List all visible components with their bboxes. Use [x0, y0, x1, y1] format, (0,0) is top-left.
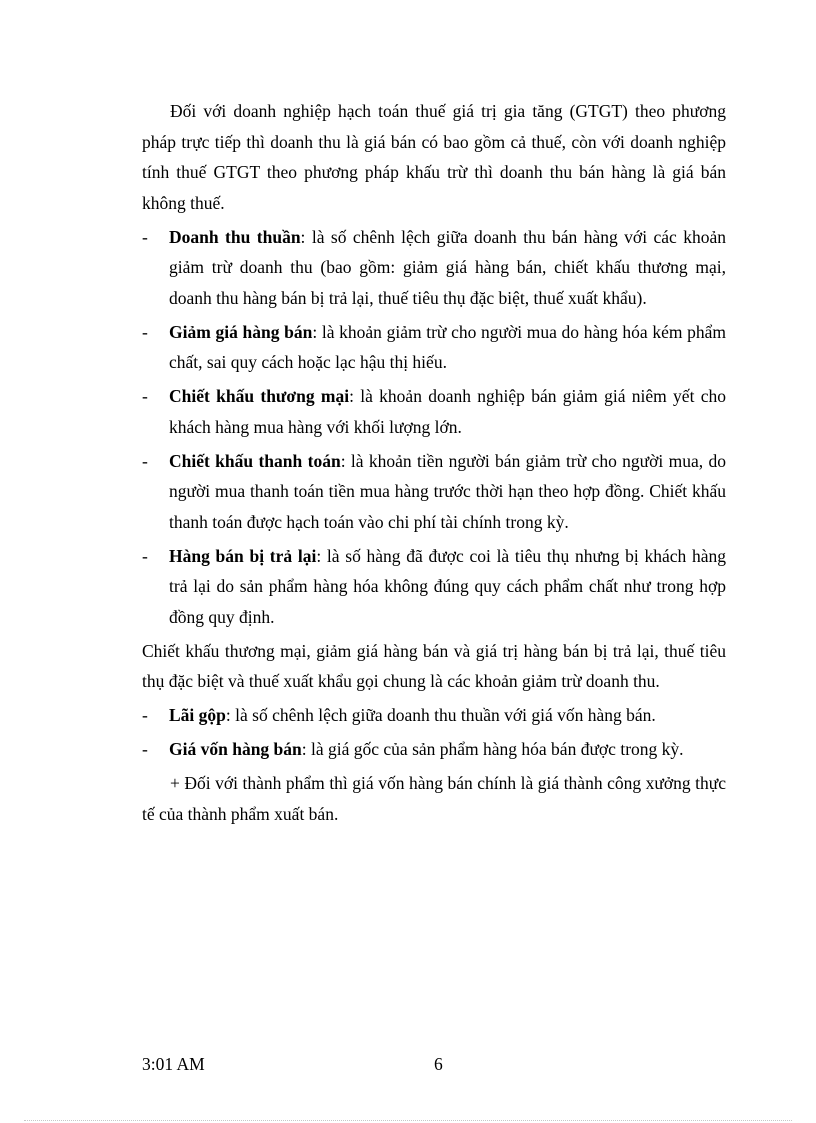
page-content — [142, 96, 726, 829]
bullet-chiet-khau-thanh-toan — [142, 446, 726, 538]
summary-paragraph: Chiết khấu thương mại, giảm giá hàng bán và giá trị hàng bán bị trả lại, thuế tiêu thụ đặc biệt và thuế xuất khẩu gọi chung là các khoản giảm trừ doanh thu. — [142, 640, 726, 691]
bullet-dash: - — [142, 226, 148, 247]
bullet-dash: - — [142, 386, 148, 406]
bullet-description: : là khoản doanh nghiệp bán giảm giá niêm yết cho khách hàng mua hàng với khối lượng lớn. — [169, 386, 726, 437]
bullet-chiet-khau-thuong-mai — [142, 381, 726, 442]
bullet-dash: - — [142, 545, 148, 566]
bullet-description: : là giá gốc của sản phẩm hàng hóa bán được trong kỳ. — [301, 739, 684, 759]
bullet-term: Doanh thu thuần — [169, 226, 301, 247]
bullet-term: Chiết khấu thanh toán — [169, 450, 341, 471]
bullet-lai-gop — [142, 700, 726, 731]
bullet-description: : là số chênh lệch giữa doanh thu bán hàng với các khoản giảm trừ doanh thu (bao gồm: giảm giá hàng bán, chiết khấu thương mại, doanh thu hàng bán bị trả lại, thuế tiêu thụ đặc biệt, thuế xuất khẩu). — [169, 226, 726, 308]
bullet-giam-gia-hang-ban — [142, 317, 726, 378]
bullet-term: Hàng bán bị trả lại — [169, 545, 317, 566]
bullet-description: : là số hàng đã được coi là tiêu thụ nhưng bị khách hàng trả lại do sản phẩm hàng hóa không đúng quy cách phẩm chất như trong hợp đồng quy định. — [169, 545, 726, 627]
footer-page-number: 6 — [434, 1054, 443, 1074]
bullet-dash: - — [142, 450, 148, 471]
bullet-term: Lãi gộp — [169, 705, 226, 725]
bullet-term: Chiết khấu thương mại — [169, 386, 350, 406]
bullet-description: : là khoản giảm trừ cho người mua do hàng hóa kém phẩm chất, sai quy cách hoặc lạc hậu thị hiếu. — [169, 321, 726, 372]
bullet-dash: - — [142, 739, 148, 759]
bullet-dash: - — [142, 705, 148, 725]
bullet-doanh-thu-thuan — [142, 222, 726, 314]
bullet-hang-ban-bi-tra-lai — [142, 541, 726, 633]
note-paragraph: + Đối với thành phẩm thì giá vốn hàng bán chính là giá thành công xưởng thực tế của thành phẩm xuất bán. — [142, 773, 726, 824]
footer-time: 3:01 AM — [142, 1054, 205, 1074]
page-bottom-divider — [24, 1120, 792, 1121]
bullet-term: Giảm giá hàng bán — [169, 321, 313, 342]
bullet-gia-von-hang-ban — [142, 734, 726, 765]
bullet-description: : là khoản tiền người bán giảm trừ cho người mua, do người mua thanh toán tiền mua hàng trước thời hạn theo hợp đồng. Chiết khấu thanh toán được hạch toán vào chi phí tài chính trong kỳ. — [169, 450, 726, 532]
intro-paragraph: Đối với doanh nghiệp hạch toán thuế giá trị gia tăng (GTGT) theo phương pháp trực tiếp thì doanh thu là giá bán có bao gồm cả thuế, còn với doanh nghiệp tính thuế GTGT theo phương pháp khấu trừ thì doanh thu bán hàng là giá bán không thuế. — [142, 101, 726, 213]
bullet-term: Giá vốn hàng bán — [169, 739, 302, 759]
bullet-dash: - — [142, 321, 148, 342]
bullet-description: : là số chênh lệch giữa doanh thu thuần với giá vốn hàng bán. — [225, 705, 656, 725]
